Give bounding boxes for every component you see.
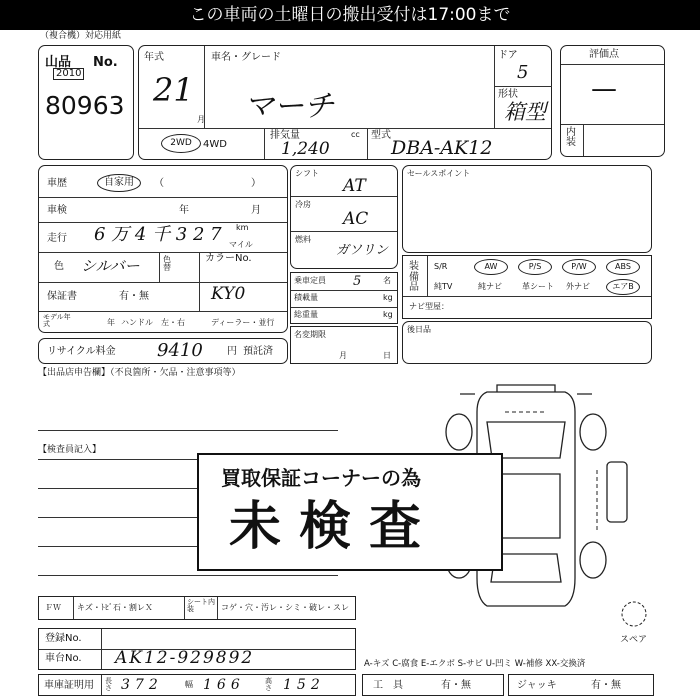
height-label: 高さ <box>265 677 272 692</box>
shift-value: AT <box>343 176 366 196</box>
rating-label: 評価点 <box>589 49 619 60</box>
equipment-item: エアB <box>606 279 640 295</box>
damage-legend: A-キズ C-腐食 E-エクボ S-サビ U-凹ミ W-補修 XX-交換済 <box>364 659 586 669</box>
tools-label: 工 具 <box>373 680 403 691</box>
tools-options: 有・無 <box>441 680 471 691</box>
history-circled: 自家用 <box>97 174 141 192</box>
handle-label: ハンドル <box>121 318 153 327</box>
name-change-box <box>290 326 398 364</box>
color-label: 色 <box>54 261 64 272</box>
rating-box <box>560 45 665 157</box>
seat-text: コゲ・穴・汚レ・シミ・破レ・スレ <box>221 603 349 612</box>
door-value: 5 <box>517 62 529 83</box>
displacement-value: 1,240 <box>281 139 330 159</box>
chassis-no-label: 車台No. <box>45 653 82 664</box>
fw-label: ＦＷ <box>45 603 61 612</box>
interior-label: 内装 <box>566 127 576 148</box>
equipment-label: 装備品 <box>409 261 419 293</box>
aircon-value: AC <box>343 209 369 229</box>
sales-point-label: セールスポイント <box>407 169 471 178</box>
retrofit-box <box>402 321 652 364</box>
capacity-label: 乗車定員 <box>294 276 326 285</box>
model-year-unit: 年 <box>107 318 115 327</box>
seat-label: シート内装 <box>187 598 215 613</box>
year-box: 2010 <box>53 68 84 80</box>
seller-notes-label: 【出品店申告欄】（不良箇所・欠品・注意事項等） <box>38 368 241 378</box>
jack-box <box>508 674 654 696</box>
registration-no-label: 登録No. <box>45 633 82 644</box>
color-value: シルバー <box>81 257 140 275</box>
length-value: 372 <box>121 677 163 693</box>
equipment-item: 革シート <box>522 282 554 291</box>
jack-label: ジャッキ <box>517 680 557 691</box>
equipment-item: 純ナビ <box>478 282 502 291</box>
width-label: 幅 <box>185 680 193 689</box>
cc-label: cc <box>351 130 360 139</box>
inspection-stamp <box>197 453 503 571</box>
stamp-title: 買取保証コーナーの為 <box>221 466 421 490</box>
mileage-label: 走行 <box>47 233 67 244</box>
load-label: 積載量 <box>294 293 318 302</box>
name-change-label: 名変期限 <box>294 330 326 339</box>
color-no-label: カラーNo. <box>205 253 252 264</box>
equipment-item: 外ナビ <box>566 282 590 291</box>
displacement-label: 排気量 <box>270 130 300 141</box>
inspection-month-unit: 月 <box>251 205 261 216</box>
mile-label: マイル <box>229 240 253 249</box>
form-note: （複合機）対応用紙 <box>40 31 122 41</box>
warranty-label: 保証書 <box>47 291 77 302</box>
car-name-label: 車名・グレード <box>211 52 281 63</box>
equipment-item: AW <box>474 259 508 275</box>
warranty-options: 有・無 <box>119 291 149 302</box>
shift-label: シフト <box>295 169 319 178</box>
dealer-label: ディーラー・並行 <box>211 318 275 327</box>
inspection-year-unit: 年 <box>179 205 189 216</box>
drivetrain-box <box>290 165 398 269</box>
door-label: ドア <box>498 50 518 61</box>
inspection-label: 車検 <box>47 205 67 216</box>
km-label: km <box>236 223 249 232</box>
drive-4wd-label: 4WD <box>203 139 227 150</box>
fuel-value: ガソリン <box>336 243 389 258</box>
fuel-label: 燃料 <box>295 235 311 244</box>
recycle-value: 9410 <box>157 340 203 361</box>
equipment-item: P/S <box>518 259 552 275</box>
lot-no-label: No. <box>93 55 118 70</box>
handle-options: 左・右 <box>161 318 185 327</box>
model-year-small-label: モデル年式 <box>43 313 71 328</box>
navi-type-label: ナビ型屋： <box>409 302 449 311</box>
mileage-value: 6 万 4 千 3 2 7 <box>94 224 222 245</box>
model-code-label: 型式 <box>371 130 391 141</box>
shape-value: 箱型 <box>504 100 546 124</box>
fw-text: キズ・ﾄﾋﾞ石・割レＸ <box>77 603 153 612</box>
sales-point-box <box>402 165 652 253</box>
total-kg-unit: kg <box>383 310 393 319</box>
history-label: 車歴 <box>47 178 67 189</box>
spare-tire-icon <box>620 600 648 628</box>
saturday-pickup-banner: この車両の土曜日の搬出受付は17:00まで <box>0 0 700 30</box>
detail-box: 車歴 自家用 （ ） 車検 年 月 走行 6 万 4 千 3 2 7 km マイル 色 シルバー 色替 カラーNo. 保証書 有・無 KY0 モデル年式 年 ハンドル 左・右 ディーラー・並行 <box>38 165 288 333</box>
tools-box <box>362 674 504 696</box>
spare-label: スペア <box>620 635 648 645</box>
load-kg-unit: kg <box>383 293 393 302</box>
month-label: 月 <box>197 115 205 124</box>
equipment-item: ABS <box>606 259 640 275</box>
equipment-grid <box>428 256 650 294</box>
jack-options: 有・無 <box>591 680 621 691</box>
yen-label: 円 <box>227 346 237 357</box>
car-name-value: マーチ <box>244 89 334 124</box>
lot-number-box <box>38 45 134 160</box>
stamp-main: 未検査 <box>229 497 440 557</box>
model-year-value: 21 <box>153 71 194 109</box>
venue-label: 山品 <box>45 55 72 70</box>
vehicle-info-box <box>138 45 552 160</box>
name-change-day: 日 <box>383 351 391 360</box>
lot-number: 80963 <box>45 91 125 120</box>
model-code-value: DBA-AK12 <box>391 137 493 159</box>
equipment-item: P/W <box>562 259 596 275</box>
weight-box <box>290 272 398 324</box>
year-label: 年式 <box>144 52 164 63</box>
registration-box <box>38 628 356 670</box>
retrofit-label: 後日品 <box>407 325 431 334</box>
total-weight-label: 総重量 <box>294 310 318 319</box>
capacity-value: 5 <box>353 274 362 289</box>
equipment-item: 純TV <box>434 282 453 291</box>
shape-label: 形状 <box>498 89 518 100</box>
cert-label: 車庫証明用 <box>44 680 94 691</box>
drive-2wd-circled: 2WD <box>161 134 201 153</box>
rating-value: — <box>591 74 617 104</box>
length-label: 長さ <box>105 677 112 692</box>
equipment-item: S/R <box>434 262 448 271</box>
chassis-no-value: AK12-929892 <box>115 648 255 668</box>
recycle-label: リサイクル料金 <box>47 346 116 357</box>
recycle-box <box>38 338 288 364</box>
fw-seat-row <box>38 596 356 620</box>
person-unit: 名 <box>383 276 391 285</box>
color-change-label: 色替 <box>163 255 171 272</box>
width-value: 166 <box>203 677 245 693</box>
height-value: 152 <box>283 677 325 693</box>
aircon-label: 冷房 <box>295 200 311 209</box>
garage-cert-box <box>38 674 356 696</box>
name-change-month: 月 <box>339 351 347 360</box>
deposited-label: 預託済 <box>243 346 273 357</box>
color-no-value: KY0 <box>211 284 246 304</box>
inspector-notes-label: 【検査員記入】 <box>38 445 102 455</box>
